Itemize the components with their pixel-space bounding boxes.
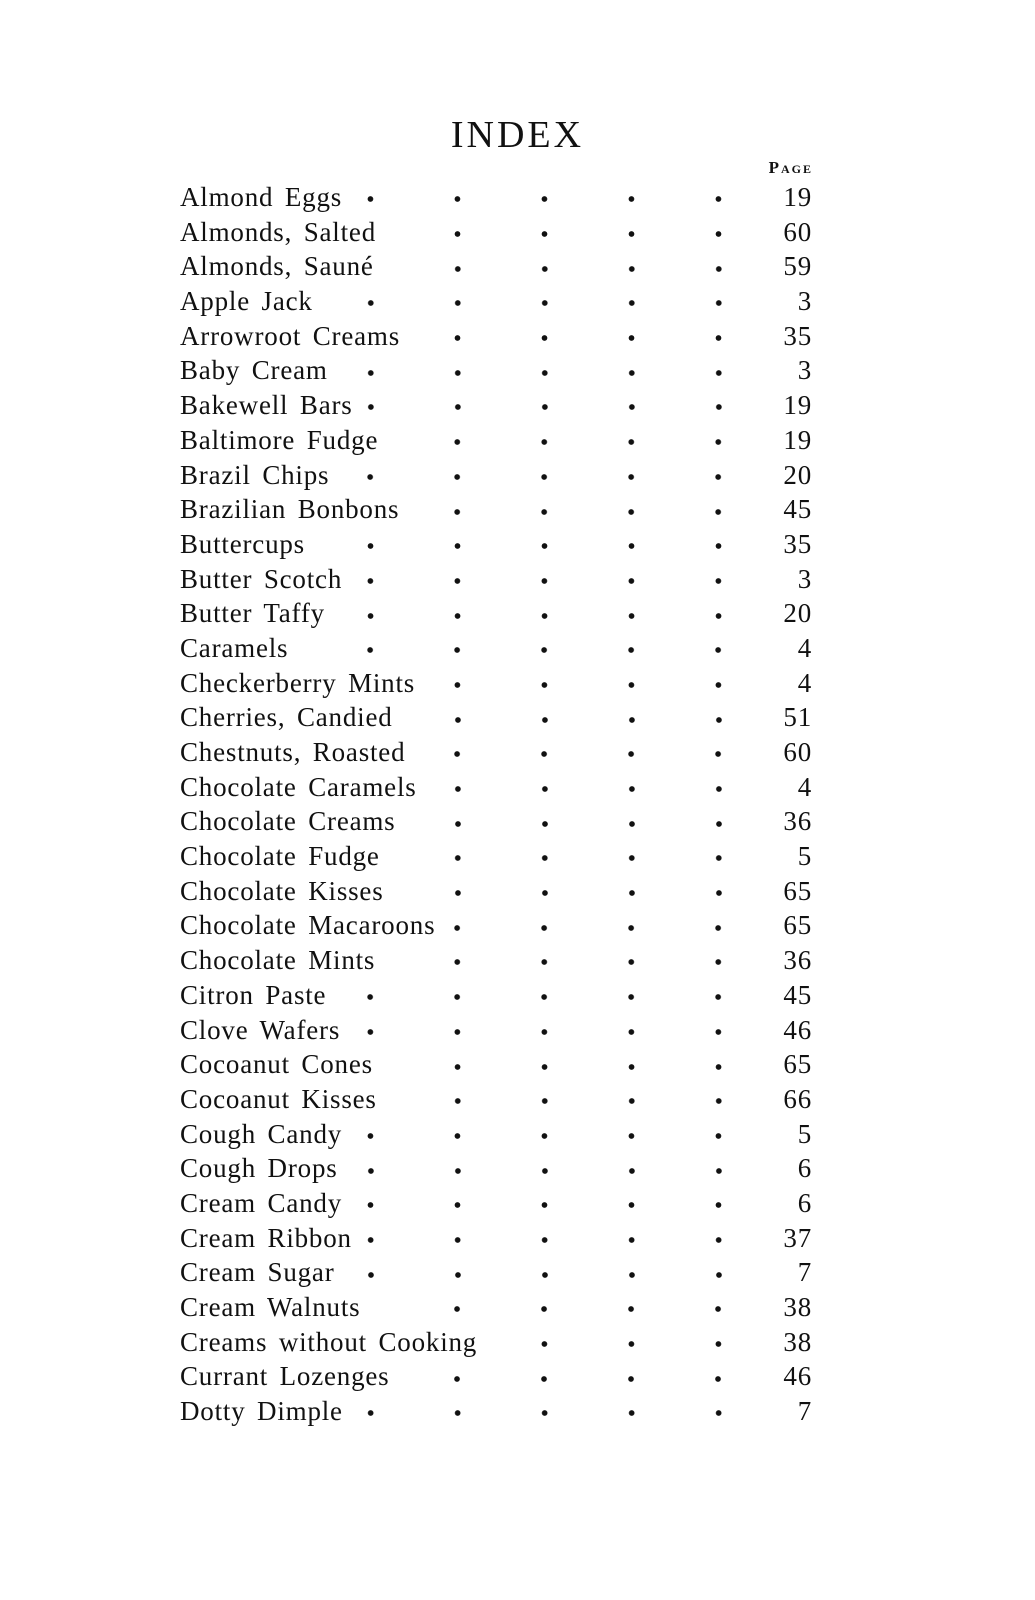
entry-name: Chocolate Fudge <box>180 841 380 872</box>
dot-leader <box>356 576 762 586</box>
page-title: INDEX <box>450 114 585 157</box>
entry-page-number: 20 <box>783 598 812 629</box>
index-entry <box>180 217 812 252</box>
index-entry <box>180 1188 812 1223</box>
index-entry <box>180 390 812 425</box>
dot-leader <box>319 541 762 551</box>
index-entry <box>180 494 812 529</box>
index-entry <box>180 1292 812 1327</box>
index-entry <box>180 841 812 876</box>
entry-page-number: 6 <box>797 1187 812 1218</box>
entry-page-number: 65 <box>783 1049 812 1080</box>
index-entry <box>180 1049 812 1084</box>
dot-leader <box>343 472 762 482</box>
dot-leader <box>407 715 762 725</box>
entry-page-number: 36 <box>783 945 812 976</box>
entry-page-number: 4 <box>797 632 812 663</box>
index-entry <box>180 564 812 599</box>
entry-name: Currant Lozenges <box>180 1361 390 1392</box>
dot-leader <box>388 264 762 274</box>
entry-page-number: 3 <box>797 286 812 317</box>
dot-leader <box>491 1339 762 1349</box>
dot-leader <box>429 680 762 690</box>
index-entry <box>180 1396 812 1431</box>
entry-page-number: 46 <box>783 1014 812 1045</box>
entry-page-number: 59 <box>783 251 812 282</box>
index-entry <box>180 980 812 1015</box>
entry-page-number: 3 <box>797 355 812 386</box>
index-entry <box>180 355 812 390</box>
index-entry <box>180 702 812 737</box>
dot-leader <box>327 298 762 308</box>
entry-page-number: 60 <box>783 737 812 767</box>
entry-name: Apple Jack <box>180 286 313 317</box>
entry-name: Cream Candy <box>180 1187 343 1218</box>
index-entry <box>180 425 812 460</box>
entry-page-number: 7 <box>797 1396 812 1427</box>
index-entry <box>180 1153 812 1188</box>
entry-page-number: 35 <box>783 320 812 351</box>
entry-name: Caramels <box>180 632 289 663</box>
dot-leader <box>356 1131 762 1141</box>
entry-name: Almonds, Salted <box>180 216 376 247</box>
index-entry <box>180 321 812 356</box>
entry-page-number: 38 <box>783 1326 812 1357</box>
dot-leader <box>356 194 762 204</box>
entry-page-number: 3 <box>797 563 812 594</box>
entry-name: Cocoanut Cones <box>180 1049 373 1080</box>
entry-name: Arrowroot Creams <box>180 320 400 351</box>
entry-name: Baby Cream <box>180 355 328 386</box>
entry-name: Chocolate Kisses <box>180 875 384 906</box>
dot-leader <box>342 368 762 378</box>
entry-page-number: 36 <box>783 806 812 837</box>
entry-name: Checkerberry Mints <box>180 667 416 698</box>
index-entry <box>180 668 812 703</box>
dot-leader <box>352 1166 762 1176</box>
index-entry <box>180 286 812 321</box>
index-entry <box>180 910 812 945</box>
entry-page-number: 5 <box>797 841 812 872</box>
dot-leader <box>394 853 762 863</box>
dot-leader <box>356 1200 762 1210</box>
entry-page-number: 35 <box>783 528 812 559</box>
entry-page-number: 65 <box>783 875 812 906</box>
entry-page-number: 19 <box>783 182 812 212</box>
entry-name: Almond Eggs <box>180 182 343 212</box>
entry-name: Cocoanut Kisses <box>180 1083 377 1114</box>
dot-leader <box>419 749 762 759</box>
entry-name: Butter Scotch <box>180 563 343 594</box>
entry-page-number: 66 <box>783 1083 812 1114</box>
index-entry <box>180 945 812 980</box>
entry-name: Cream Sugar <box>180 1257 335 1288</box>
entry-name: Clove Wafers <box>180 1014 341 1045</box>
index-entry <box>180 876 812 911</box>
entry-name: Creams without Cooking <box>180 1326 478 1357</box>
entry-page-number: 19 <box>783 390 812 421</box>
dot-leader <box>357 1408 762 1418</box>
dot-leader <box>349 1270 762 1280</box>
entry-page-number: 65 <box>783 910 812 941</box>
dot-leader <box>374 1304 762 1314</box>
entry-page-number: 38 <box>783 1292 812 1322</box>
dot-leader <box>391 1096 762 1106</box>
entry-name: Cream Ribbon <box>180 1222 352 1253</box>
index-entry <box>180 182 812 217</box>
entry-name: Citron Paste <box>180 979 327 1010</box>
index-entry <box>180 1257 812 1292</box>
entry-name: Cough Drops <box>180 1153 338 1184</box>
entry-page-number: 51 <box>783 702 812 733</box>
dot-leader <box>339 611 762 621</box>
entry-name: Cherries, Candied <box>180 702 393 733</box>
entry-page-number: 45 <box>783 494 812 525</box>
entry-page-number: 45 <box>783 979 812 1010</box>
entry-page-number: 4 <box>797 667 812 698</box>
dot-leader <box>302 645 762 655</box>
index-entry <box>180 772 812 807</box>
index-entry <box>180 1119 812 1154</box>
dot-leader <box>410 819 763 829</box>
entry-page-number: 20 <box>783 459 812 490</box>
index-entry <box>180 1223 812 1258</box>
dot-leader <box>392 437 762 447</box>
dot-leader <box>449 923 762 933</box>
entry-name: Chestnuts, Roasted <box>180 737 406 767</box>
index-entry <box>180 633 812 668</box>
page-column-header: Page <box>768 158 813 177</box>
entry-name: Baltimore Fudge <box>180 424 379 455</box>
dot-leader <box>403 1374 762 1384</box>
entry-page-number: 4 <box>797 771 812 802</box>
entry-name: Brazilian Bonbons <box>180 494 400 525</box>
entry-page-number: 46 <box>783 1361 812 1392</box>
entry-name: Cream Walnuts <box>180 1292 361 1322</box>
entry-name: Almonds, Sauné <box>180 251 374 282</box>
dot-leader <box>390 229 762 239</box>
dot-leader <box>431 784 762 794</box>
entry-name: Butter Taffy <box>180 598 325 629</box>
entry-name: Chocolate Caramels <box>180 771 417 802</box>
index-entry-list <box>180 182 812 1431</box>
entry-page-number: 6 <box>797 1153 812 1184</box>
index-entry <box>180 529 812 564</box>
entry-page-number: 37 <box>783 1222 812 1253</box>
entry-name: Chocolate Mints <box>180 945 376 976</box>
entry-page-number: 60 <box>783 216 812 247</box>
index-entry <box>180 1084 812 1119</box>
index-entry <box>180 598 812 633</box>
entry-name: Buttercups <box>180 528 305 559</box>
dot-leader <box>389 957 762 967</box>
entry-name: Chocolate Macaroons <box>180 910 436 941</box>
index-entry <box>180 806 812 841</box>
index-entry <box>180 251 812 286</box>
index-entry <box>180 1361 812 1396</box>
index-entry <box>180 1327 812 1362</box>
entry-name: Brazil Chips <box>180 459 330 490</box>
dot-leader <box>340 992 762 1002</box>
dot-leader <box>354 1027 762 1037</box>
entry-name: Dotty Dimple <box>180 1396 343 1427</box>
index-entry <box>180 460 812 495</box>
dot-leader <box>398 888 762 898</box>
entry-name: Cough Candy <box>180 1118 343 1149</box>
dot-leader <box>413 507 762 517</box>
dot-leader <box>414 333 762 343</box>
entry-page-number: 5 <box>797 1118 812 1149</box>
entry-page-number: 7 <box>797 1257 812 1288</box>
index-entry <box>180 737 812 772</box>
dot-leader <box>387 1062 762 1072</box>
entry-name: Chocolate Creams <box>180 806 396 837</box>
index-entry <box>180 1015 812 1050</box>
dot-leader <box>367 402 762 412</box>
entry-name: Bakewell Bars <box>180 390 353 421</box>
entry-page-number: 19 <box>783 424 812 455</box>
dot-leader <box>366 1235 762 1245</box>
